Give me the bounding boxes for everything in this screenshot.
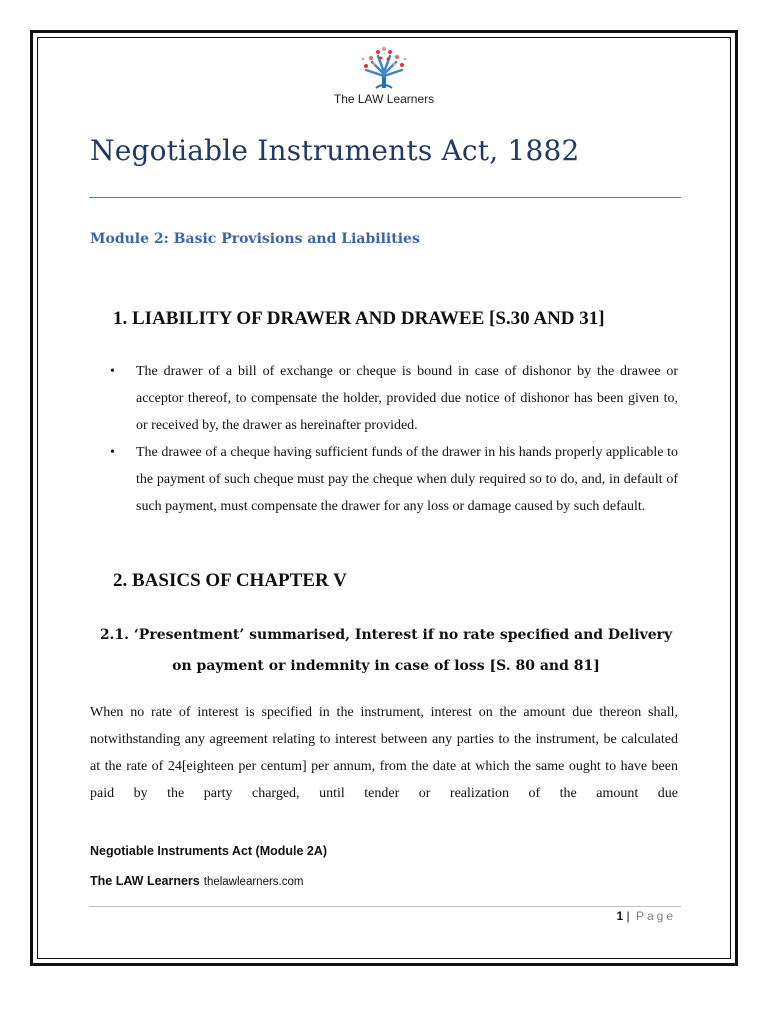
bullet-text: The drawer of a bill of exchange or cheque is bound in case of dishonor by the drawee or acceptor thereof, to compensate the holder, provided due notice of dishonor has been given to, or received by, the drawer as hereinafter provided. (136, 364, 678, 433)
page-label: Page (635, 909, 676, 923)
footer-divider (89, 906, 681, 907)
list-item (110, 358, 678, 439)
tree-logo-icon (354, 44, 414, 90)
page-number-separator: | (626, 909, 630, 923)
document-title: Negotiable Instruments Act, 1882 (90, 134, 580, 167)
module-heading: Module 2: Basic Provisions and Liabilities (90, 231, 420, 247)
liability-bullet-list (110, 358, 678, 520)
subsection-heading-line1: 2.1. ‘Presentment’ summarised, Interest if no rate specified and Delivery (99, 627, 673, 643)
interest-paragraph: When no rate of interest is specified in the instrument, interest on the amount due thereon shall, notwithstanding any agreement relating to interest between any parties to the instrument, be calculated at the rate of 24[eighteen per centum] per annum, from the date at which the same ought to have been paid by the party charged, until tender or realization of the amount due (90, 705, 678, 801)
section-heading-chapter-v: 2. BASICS OF CHAPTER V (113, 570, 347, 591)
footer-brand-name: The LAW Learners (90, 874, 200, 888)
subsection-heading-line2: on payment or indemnity in case of loss [S. 80 and 81] (172, 658, 600, 674)
list-item (110, 439, 678, 520)
bullet-icon: • (110, 364, 115, 379)
footer-module-label: Negotiable Instruments Act (Module 2A) (90, 844, 328, 858)
section-heading-liability: 1. LIABILITY OF DRAWER AND DRAWEE [S.30 AND 31] (113, 308, 605, 329)
logo-text: The LAW Learners (333, 92, 435, 106)
footer-website: thelawlearners.com (203, 876, 304, 888)
page-number (616, 909, 676, 923)
page-number-value: 1 (616, 909, 624, 923)
subsection-heading (90, 620, 682, 682)
footer-brand (90, 874, 303, 888)
title-divider (89, 197, 681, 198)
logo (320, 44, 448, 116)
bullet-text: The drawee of a cheque having sufficient funds of the drawer in his hands properly applicable to the payment of such cheque must pay the cheque when duly required so to do, and, in default of such payment, must compensate the drawer for any loss or damage caused by such default. (136, 445, 678, 514)
bullet-icon: • (110, 445, 115, 460)
